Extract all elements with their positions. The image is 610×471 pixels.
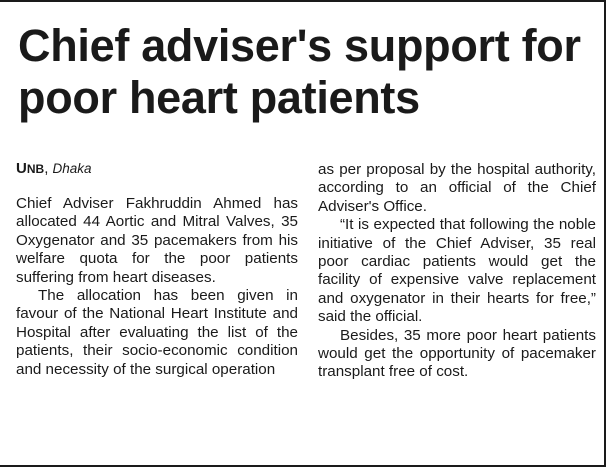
article-paragraph: The allocation has been given in favour of the National Heart Institute and Hospital after evaluating the list of the patients, their socio-economic condition and necessity of the surgical operation [16, 287, 298, 378]
article-paragraph: as per proposal by the hospital authority, according to an official of the Chief Adviser's Office. [318, 161, 596, 215]
article-paragraph: Besides, 35 more poor heart patients would get the opportunity of pacemaker transplant free of cost. [318, 326, 596, 381]
byline-separator: , [44, 160, 49, 177]
byline-agency-initial: U [16, 160, 27, 177]
byline [16, 160, 298, 178]
byline-agency-rest: NB [26, 162, 45, 176]
article-column-left [16, 160, 298, 379]
article-column-right [318, 161, 596, 382]
article-paragraph: Chief Adviser Fakhruddin Ahmed has allocated 44 Aortic and Mitral Valves, 35 Oxygenator and 35 pacemakers from his welfare quota for the poor patients suffering from heart diseases. [16, 195, 298, 286]
article-headline: Chief adviser's support for poor heart patients [18, 20, 581, 123]
article-paragraph: “It is expected that following the noble initiative of the Chief Adviser, 35 real poor cardiac patients would get the facility of expensive valve replacement and oxygenator in their hearts for free,” said the official. [318, 216, 596, 326]
byline-place: Dhaka [52, 161, 92, 176]
